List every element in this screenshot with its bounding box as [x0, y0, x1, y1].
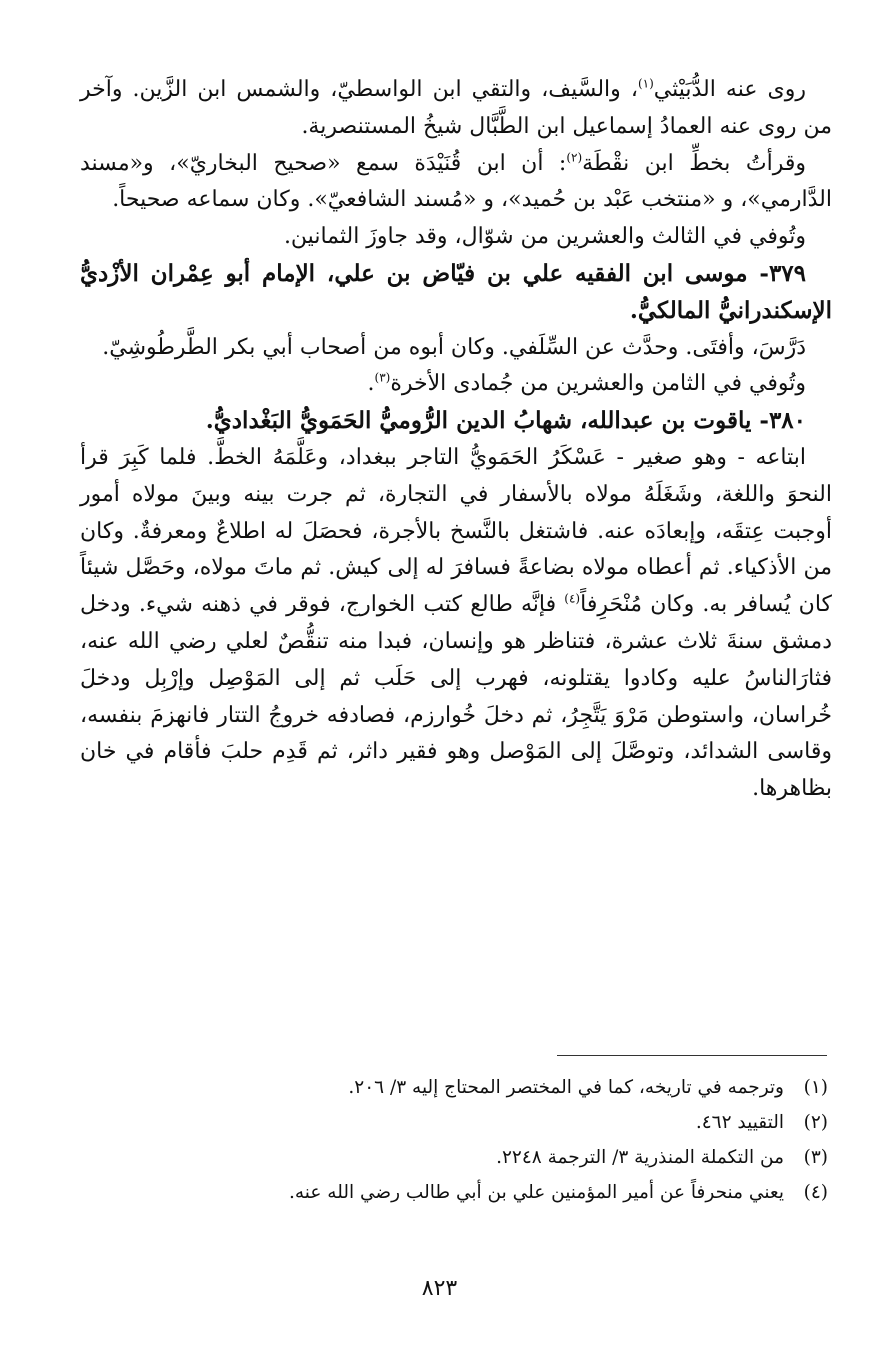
text-run: ٣٨٠- ياقوت بن عبدالله، شهابُ الدين الرُّوميُّ الحَمَويُّ البَغْداديُّ. — [205, 407, 806, 435]
footnote — [80, 1175, 828, 1210]
footnote-text: التقييد ٤٦٢. — [695, 1112, 784, 1133]
main-text — [80, 72, 832, 808]
text-run: : أن ابن قُنَيْدَة سمع «صحيح البخاريّ»، و«مسند الدَّارمي»، و «منتخب عَبْد بن حُميد»، و «مُسند الشافعيّ». وكان سماعه صحيحاً. — [80, 150, 832, 213]
footnote-number: (٢) — [803, 1112, 828, 1133]
footnote-number: (٤) — [803, 1182, 828, 1203]
footnote-number: (٣) — [803, 1147, 828, 1168]
text-run: وتُوفي في الثامن والعشرين من جُمادى الأخرة — [390, 371, 806, 397]
paragraph — [80, 146, 832, 220]
text-run: ابتاعه - وهو صغير - عَسْكَرُ الحَمَويُّ التاجر ببغداد، وعَلَّمَهُ الخطَّ. فلما كَبِرَ قرأ النحوَ واللغة، وشَغَلَهُ مولاه بالأسفار في التجارة، ثم جرت بينه وبينَ مولاه أمور أوجبت عِتقَه، وإبعادَه عنه. فاشتغل بالنَّسخ بالأجرة، فحصَلَ له اطلاعٌ ومعرفةٌ. وكان من الأذكياء. ثم أعطاه مولاه بضاعةً فسافرَ له إلى كيش. ثم ماتَ مولاه، وحَصَّل شيئاً كان يُسافر به. وكان مُنْحَرِفاً — [80, 444, 833, 618]
entry-heading — [80, 256, 832, 330]
footnote-marker: (١) — [637, 76, 654, 91]
text-run: . — [367, 371, 375, 397]
paragraph — [80, 72, 832, 146]
text-run: ، والسَّيف، والتقي ابن الواسطيّ، والشمس ابن الزَّين. وآخر من روى عنه العمادُ إسماعيل ابن الطَّبَّال شيخُ المستنصرية. — [80, 77, 832, 139]
footnote — [80, 1140, 828, 1175]
paragraph — [80, 330, 832, 367]
text-run: دَرَّسَ، وأفتَى. وحدَّث عن السِّلَفي. وكان أبوه من أصحاب أبي بكر الطَّرطُوشِيّ. — [102, 334, 806, 360]
text-run: ٣٧٩- موسى ابن الفقيه علي بن فيّاض بن علي، الإمام أبو عِمْران الأزْديُّ الإسكندرانيُّ المالكيُّ. — [80, 259, 832, 324]
paragraph — [80, 440, 832, 808]
text-run: روى عنه الدُّبَيْثي — [653, 77, 806, 102]
entry-heading — [80, 403, 832, 440]
footnotes — [80, 1070, 828, 1210]
footnote-number: (١) — [803, 1077, 828, 1098]
footnote — [80, 1105, 828, 1140]
text-run: فإنَّه طالع كتب الخوارج، فوقر في ذهنه شيء. ودخل دمشق سنةَ ثلاث عشرة، فتناظر هو وإنسان، فبدا منه تنقُّصٌ لعلي رضي الله عنه، فثارَالناسُ عليه وكادوا يقتلونه، فهرب إلى حَلَب ثم إلى المَوْصِل وإرْبِل ودخلَ خُراسان، واستوطن مَرْوَ يَتَّجِرُ، ثم دخلَ خُوارزم، فصادفه خروجُ التتار فانهزمَ بنفسه، وقاسى الشدائد، وتوصَّلَ إلى المَوْصل وهو فقير داثر، ثم قَدِم حلبَ فأقام في خان بظاهرها. — [80, 592, 832, 802]
footnote-text: وترجمه في تاريخه، كما في المختصر المحتاج إليه ٣/ ٢٠٦. — [348, 1077, 784, 1098]
paragraph — [80, 366, 832, 403]
paragraph — [80, 219, 832, 256]
text-run: وتُوفي في الثالث والعشرين من شوّال، وقد جاوزَ الثمانين. — [283, 224, 806, 250]
footnote-marker: (٣) — [374, 371, 391, 386]
footnote-separator — [557, 1055, 827, 1056]
footnote-marker: (٤) — [564, 591, 581, 606]
text-run: وقرأتُ بخطِّ ابن نقْطَة — [582, 150, 806, 176]
footnote-text: يعني منحرفاً عن أمير المؤمنين علي بن أبي طالب رضي الله عنه. — [288, 1182, 784, 1203]
page-number: ٨٢٣ — [421, 1276, 458, 1301]
footnote-marker: (٢) — [566, 150, 583, 165]
footnote — [80, 1070, 828, 1105]
footnote-text: من التكملة المنذرية ٣/ الترجمة ٢٢٤٨. — [496, 1147, 784, 1168]
